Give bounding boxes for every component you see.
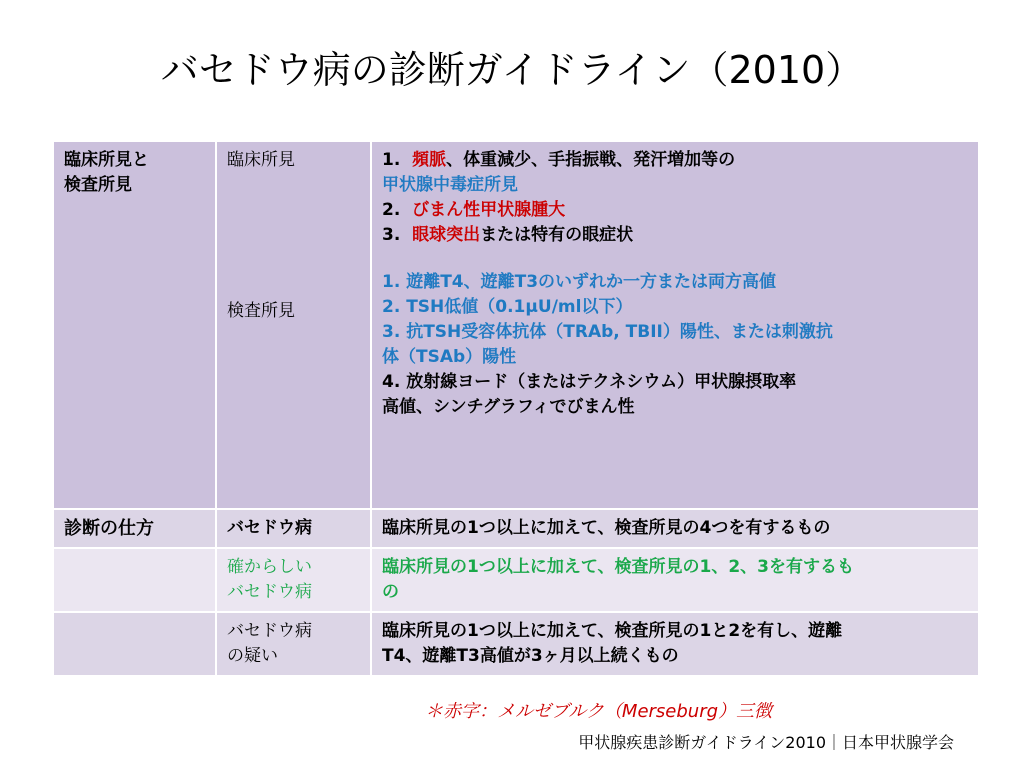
cell-suspected-label — [216, 612, 371, 676]
table-row-definite — [53, 509, 979, 548]
probable-label-line-1: 確からしい — [227, 557, 312, 577]
cell-suspected-criteria — [371, 612, 979, 676]
clinical-item-2 — [382, 198, 970, 223]
cell-empty — [53, 612, 216, 676]
cell-diagnosis-method: 診断の仕方 — [53, 509, 216, 548]
probable-criteria-line-2: の — [382, 582, 399, 602]
lab-item-3: 3. 抗TSH受容体抗体（TRAb, TBII）陽性、または刺激抗 — [382, 322, 833, 342]
cell-definite-criteria: 臨床所見の1つ以上に加えて、検査所見の4つを有するもの — [371, 509, 979, 548]
cell-probable-label — [216, 548, 371, 612]
item-number: 1. — [382, 150, 401, 170]
subcategory-clinical: 臨床所見 — [227, 150, 295, 170]
category-line-2: 検査所見 — [64, 175, 132, 195]
probable-criteria-line-1: 臨床所見の1つ以上に加えて、検査所見の1、2、3を有するも — [382, 557, 854, 577]
table-row-findings — [53, 141, 979, 509]
merseburg-note: ＊赤字：メルゼブルク（Merseburg）三徴 — [425, 701, 773, 722]
table-row-probable — [53, 548, 979, 612]
source-citation: 甲状腺疾患診断ガイドライン2010｜日本甲状腺学会 — [578, 733, 954, 752]
diagnosis-table — [52, 140, 980, 677]
lab-item-3-cont: 体（TSAb）陽性 — [382, 347, 517, 367]
lab-item-2: 2. TSH低値（0.1µU/ml以下） — [382, 297, 633, 317]
subcategory-lab: 検査所見 — [227, 301, 295, 321]
table-row-suspected — [53, 612, 979, 676]
item-text: 、体重減少、手指振戦、発汗増加等の — [446, 150, 736, 170]
cell-probable-criteria — [371, 548, 979, 612]
red-text: びまん性甲状腺腫大 — [412, 200, 566, 220]
lab-item-1: 1. 遊離T4、遊離T3のいずれか一方または両方高値 — [382, 272, 777, 292]
cell-definite-label: バセドウ病 — [216, 509, 371, 548]
item-number: 2. — [382, 200, 401, 220]
cell-subcategory — [216, 141, 371, 509]
cell-category — [53, 141, 216, 509]
suspected-label-line-1: バセドウ病 — [227, 621, 312, 641]
cell-empty — [53, 548, 216, 612]
red-text: 眼球突出 — [412, 225, 481, 245]
suspected-criteria-line-1: 臨床所見の1つ以上に加えて、検査所見の1と2を有し、遊離 — [382, 621, 843, 641]
lab-item-4-cont: 高値、シンチグラフィでびまん性 — [382, 397, 635, 417]
red-text: 頻脈 — [412, 150, 447, 170]
slide-title: バセドウ病の診断ガイドライン（2010） — [160, 48, 864, 92]
lab-item-4: 4. 放射線ヨード（またはテクネシウム）甲状腺摂取率 — [382, 372, 797, 392]
category-line-1: 臨床所見と — [64, 150, 149, 170]
clinical-item-1-cont: 甲状腺中毒症所見 — [382, 175, 518, 195]
clinical-item-3 — [382, 223, 970, 248]
suspected-criteria-line-2: T4、遊離T3高値が3ヶ月以上続くもの — [382, 646, 679, 666]
item-number: 3. — [382, 225, 401, 245]
item-text: または特有の眼症状 — [480, 225, 634, 245]
cell-findings — [371, 141, 979, 509]
clinical-item-1 — [382, 148, 970, 173]
probable-label-line-2: バセドウ病 — [227, 582, 312, 602]
suspected-label-line-2: の疑い — [227, 646, 278, 666]
